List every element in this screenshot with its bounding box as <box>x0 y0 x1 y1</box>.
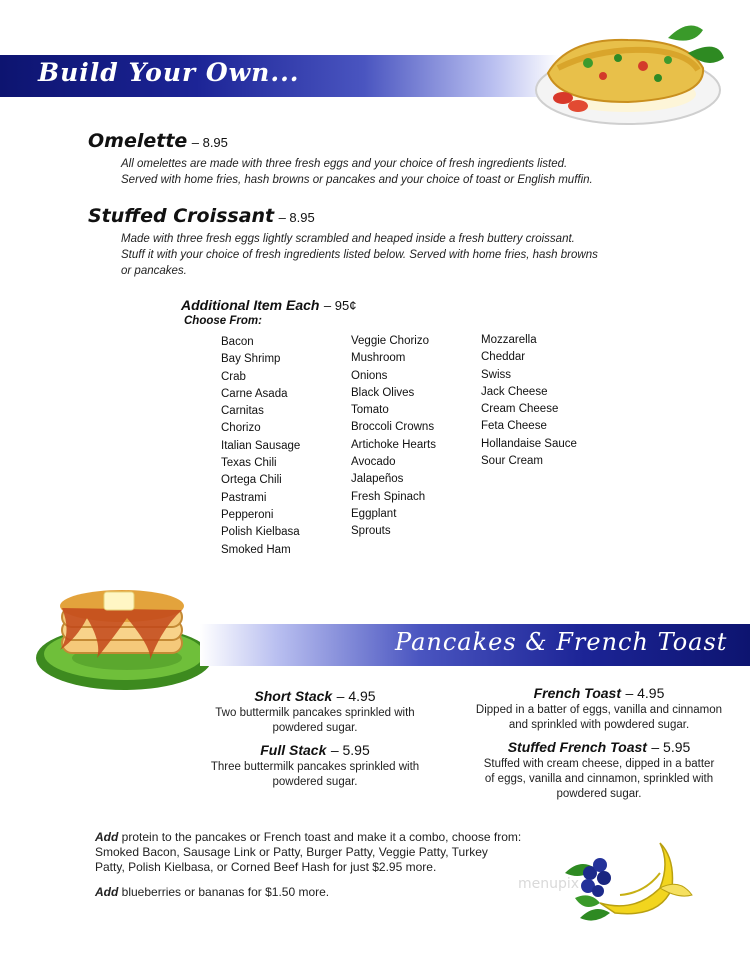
ingredient-item: Ortega Chili <box>221 474 282 487</box>
ingredient-item: Carne Asada <box>221 387 288 400</box>
croissant-desc-line: Stuff it with your choice of fresh ingredients listed below. Served with home fries, hash browns <box>121 249 598 261</box>
additional-item-heading <box>181 297 356 315</box>
ingredient-item: Feta Cheese <box>481 420 547 433</box>
watermark: menupix <box>518 876 580 892</box>
add-protein-note <box>95 830 555 875</box>
omelette-description <box>121 156 593 188</box>
croissant-description <box>121 231 598 279</box>
stuffed-french-toast-desc: of eggs, vanilla and cinnamon, sprinkled with <box>484 773 714 785</box>
stuffed-french-toast-price: – 5.95 <box>651 739 691 755</box>
short-stack-price: – 4.95 <box>336 688 376 704</box>
ingredient-item: Black Olives <box>351 386 415 399</box>
ingredient-item: Jack Cheese <box>481 385 548 398</box>
omelette-desc-line: All omelettes are made with three fresh eggs and your choice of fresh ingredients listed. <box>121 158 568 170</box>
section-title-pancakes: Pancakes & French Toast <box>395 628 728 656</box>
ingredient-list-meats <box>221 334 300 559</box>
ingredient-item: Eggplant <box>351 507 397 520</box>
ingredient-item: Veggie Chorizo <box>351 335 429 347</box>
blueberry-banana-image <box>560 833 700 923</box>
add-word: Add <box>95 885 119 899</box>
french-toast-desc: Dipped in a batter of eggs, vanilla and cinnamon <box>475 704 723 716</box>
omelette-price: – 8.95 <box>191 135 228 150</box>
french-toast-price: – 4.95 <box>625 685 665 701</box>
ingredient-item: Smoked Ham <box>221 543 291 556</box>
short-stack-desc: powdered sugar. <box>272 722 358 734</box>
short-stack-desc: Two buttermilk pancakes sprinkled with <box>215 707 415 719</box>
french-toast-name: French Toast <box>533 685 621 701</box>
full-stack-desc: powdered sugar. <box>272 776 358 788</box>
stuffed-french-toast-desc: Stuffed with cream cheese, dipped in a batter <box>483 758 715 770</box>
ingredient-item: Jalapeños <box>351 473 404 486</box>
ingredient-item: Chorizo <box>221 422 261 435</box>
omelette-heading <box>88 130 228 152</box>
additional-item-price: – 95¢ <box>323 298 357 313</box>
ingredient-item: Broccoli Crowns <box>351 421 435 434</box>
croissant-desc-line: Made with three fresh eggs lightly scrambled and heaped inside a fresh buttery croissant. <box>121 233 575 245</box>
short-stack-item <box>195 688 435 736</box>
ingredient-item: Swiss <box>481 368 512 381</box>
ingredient-item: Sprouts <box>351 525 391 538</box>
add-fruit-text: blueberries or bananas for $1.50 more. <box>121 885 330 899</box>
omelette-image <box>528 18 728 133</box>
stuffed-french-toast-name: Stuffed French Toast <box>507 739 647 755</box>
full-stack-item <box>195 742 435 790</box>
omelette-name: Omelette <box>88 130 188 152</box>
add-word: Add <box>95 830 119 844</box>
french-toast-item <box>460 685 738 733</box>
ingredient-item: Sour Cream <box>481 455 543 468</box>
croissant-desc-line: or pancakes. <box>121 265 187 277</box>
ingredient-item: Texas Chili <box>221 457 277 470</box>
section-title-build: Build Your Own... <box>38 58 300 87</box>
ingredient-item: Artichoke Hearts <box>351 438 437 451</box>
add-protein-text: Patty, Polish Kielbasa, or Corned Beef Hash for just $2.95 more. <box>95 860 437 874</box>
stuffed-french-toast-desc: powdered sugar. <box>556 788 642 800</box>
ingredient-item: Italian Sausage <box>221 439 301 452</box>
additional-item-label: Additional Item Each <box>181 297 320 313</box>
ingredient-item: Bay Shrimp <box>221 353 281 366</box>
stuffed-french-toast-item <box>460 739 738 802</box>
ingredient-item: Mozzarella <box>481 334 537 346</box>
ingredient-item: Onions <box>351 369 388 382</box>
ingredient-item: Crab <box>221 370 246 383</box>
omelette-desc-line: Served with home fries, hash browns or pancakes and your choice of toast or English muffin. <box>121 174 593 186</box>
croissant-name: Stuffed Croissant <box>88 205 275 227</box>
ingredient-item: Cream Cheese <box>481 403 559 416</box>
full-stack-desc: Three buttermilk pancakes sprinkled with <box>210 761 420 773</box>
full-stack-price: – 5.95 <box>330 742 370 758</box>
croissant-heading <box>88 205 315 227</box>
ingredient-item: Avocado <box>351 456 396 469</box>
ingredient-item: Mushroom <box>351 352 406 365</box>
add-fruit-note <box>95 885 329 900</box>
ingredient-item: Pastrami <box>221 491 267 504</box>
ingredient-item: Bacon <box>221 336 254 348</box>
full-stack-name: Full Stack <box>260 742 327 758</box>
ingredient-item: Tomato <box>351 404 389 417</box>
french-toast-desc: and sprinkled with powdered sugar. <box>508 719 690 731</box>
choose-from-label: Choose From: <box>184 315 262 327</box>
croissant-price: – 8.95 <box>278 210 315 225</box>
add-protein-text: protein to the pancakes or French toast and make it a combo, choose from: <box>121 830 522 844</box>
add-protein-text: Smoked Bacon, Sausage Link or Patty, Burger Patty, Veggie Patty, Turkey <box>95 845 488 859</box>
ingredient-item: Polish Kielbasa <box>221 526 300 539</box>
ingredient-item: Carnitas <box>221 405 264 418</box>
ingredient-list-veggies <box>351 333 436 541</box>
short-stack-name: Short Stack <box>254 688 333 704</box>
ingredient-item: Pepperoni <box>221 508 274 521</box>
ingredient-list-cheeses <box>481 332 577 470</box>
ingredient-item: Cheddar <box>481 351 526 364</box>
ingredient-item: Hollandaise Sauce <box>481 437 577 450</box>
ingredient-item: Fresh Spinach <box>351 490 426 503</box>
pancakes-image <box>32 578 217 696</box>
